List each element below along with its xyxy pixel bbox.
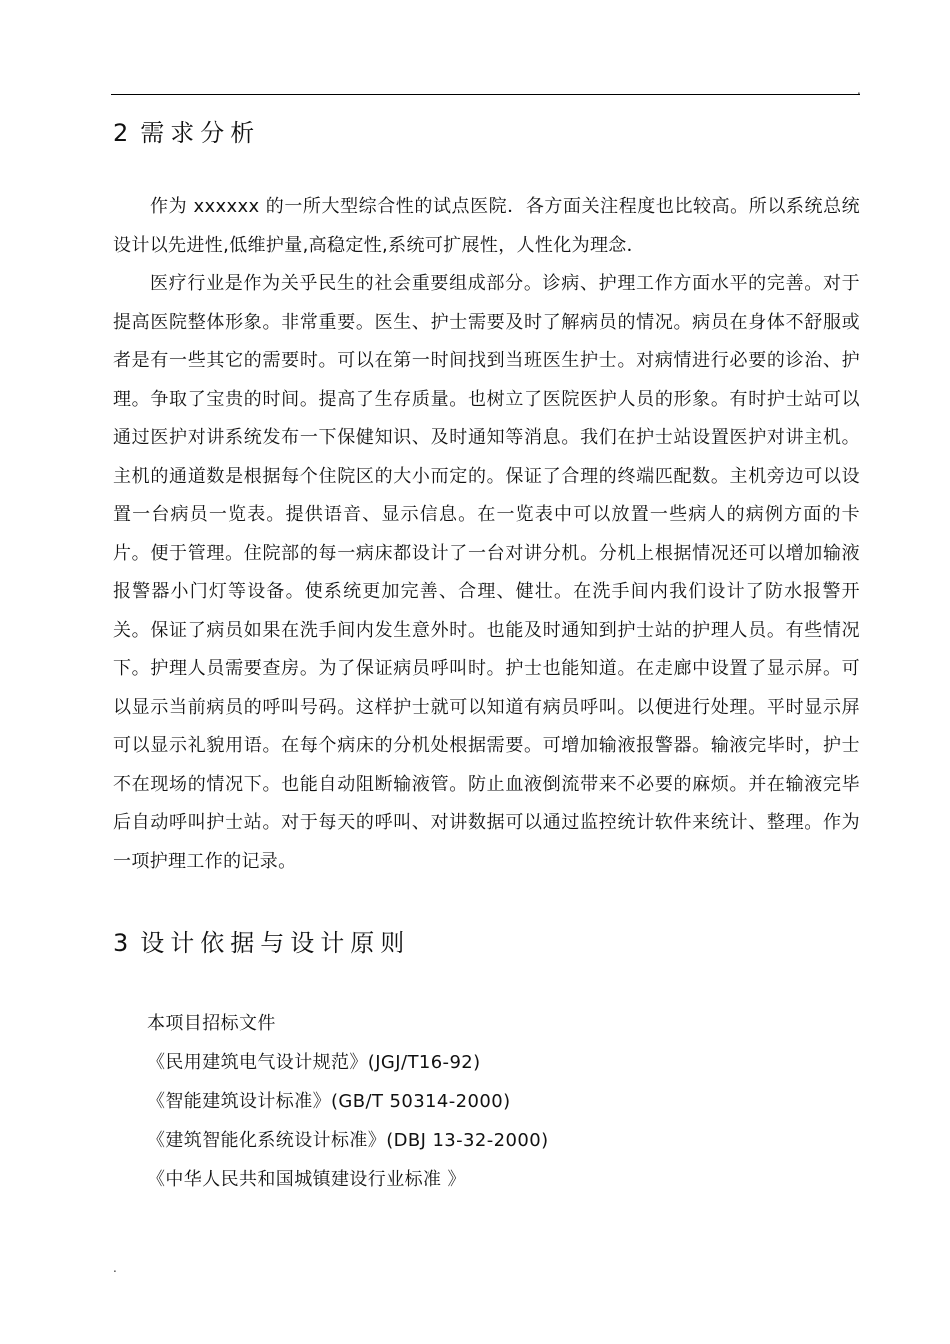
- reference-list: [147, 1004, 549, 1199]
- section-2-number: 2: [113, 119, 135, 147]
- section-2-title: 需求分析: [140, 119, 261, 147]
- reference-item: 《智能建筑设计标准》(GB/T 50314-2000): [147, 1091, 511, 1112]
- bottom-left-mark: .: [113, 1261, 117, 1275]
- reference-item: 本项目招标文件: [147, 1013, 276, 1034]
- section-3-title: 设计依据与设计原则: [140, 929, 411, 957]
- reference-item: 《中华人民共和国城镇建设行业标准 》: [147, 1169, 466, 1190]
- reference-item: 《建筑智能化系统设计标准》(DBJ 13-32-2000): [147, 1130, 549, 1151]
- section-2-paragraph-1: 作为 xxxxxx 的一所大型综合性的试点医院．各方面关注程度也比较高。所以系统总统设计以先进性,低维护量,高稳定性,系统可扩展性，人性化为理念．: [113, 196, 860, 256]
- section-3-heading: [113, 928, 410, 958]
- top-right-mark: .: [857, 83, 861, 97]
- section-2-body: [113, 265, 860, 881]
- section-2-heading: [113, 118, 260, 148]
- section-2-paragraph-2: 医疗行业是作为关乎民生的社会重要组成部分。诊病、护理工作方面水平的完善。对于提高医院整体形象。非常重要。医生、护士需要及时了解病员的情况。病员在身体不舒服或者是有一些其它的需要时。可以在第一时间找到当班医生护士。对病情进行必要的诊治、护理。争取了宝贵的时间。提高了生存质量。也树立了医院医护人员的形象。有时护士站可以通过医护对讲系统发布一下保健知识、及时通知等消息。我们在护士站设置医护对讲主机。主机的通道数是根据每个住院区的大小而定的。保证了合理的终端匹配数。主机旁边可以设置一台病员一览表。提供语音、显示信息。在一览表中可以放置一些病人的病例方面的卡片。便于管理。住院部的每一病床都设计了一台对讲分机。分机上根据情况还可以增加输液报警器小门灯等设备。使系统更加完善、合理、健壮。在洗手间内我们设计了防水报警开关。保证了病员如果在洗手间内发生意外时。也能及时通知到护士站的护理人员。有些情况下。护理人员需要查房。为了保证病员呼叫时。护士也能知道。在走廊中设置了显示屏。可以显示当前病员的呼叫号码。这样护士就可以知道有病员呼叫。以便进行处理。平时显示屏可以显示礼貌用语。在每个病床的分机处根据需要。可增加输液报警器。输液完毕时，护士不在现场的情况下。也能自动阻断输液管。防止血液倒流带来不必要的麻烦。并在输液完毕后自动呼叫护士站。对于每天的呼叫、对讲数据可以通过监控统计软件来统计、整理。作为一项护理工作的记录。: [113, 273, 860, 872]
- reference-item: 《民用建筑电气设计规范》(JGJ/T16-92): [147, 1052, 481, 1073]
- section-2-intro: [113, 188, 860, 265]
- section-3-number: 3: [113, 929, 135, 957]
- header-rule: [111, 94, 860, 95]
